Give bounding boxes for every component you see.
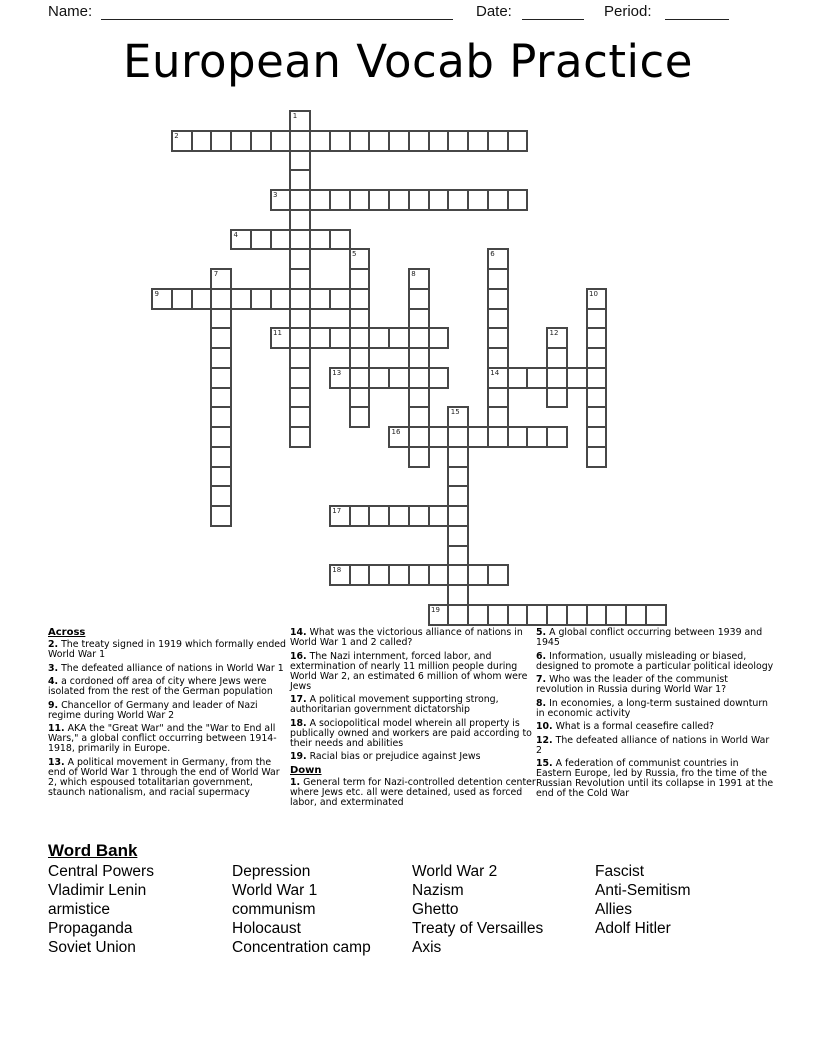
grid-cell[interactable] — [289, 189, 311, 211]
grid-cell[interactable] — [349, 564, 371, 586]
grid-cell[interactable] — [349, 505, 371, 527]
grid-cell[interactable] — [329, 327, 351, 349]
grid-cell[interactable] — [487, 327, 509, 349]
grid-cell[interactable] — [191, 130, 213, 152]
grid-cell[interactable] — [388, 426, 410, 448]
grid-cell[interactable] — [349, 130, 371, 152]
grid-cell[interactable] — [487, 248, 509, 270]
grid-cell[interactable] — [408, 327, 430, 349]
grid-cell[interactable] — [546, 347, 568, 369]
period-label: Period: — [604, 3, 652, 20]
grid-cell[interactable] — [447, 130, 469, 152]
grid-cell[interactable] — [349, 347, 371, 369]
word-bank-item: Central Powers — [48, 863, 154, 880]
grid-cell[interactable] — [329, 130, 351, 152]
grid-cell[interactable] — [408, 130, 430, 152]
grid-cell[interactable] — [428, 130, 450, 152]
cell-number: 2 — [174, 131, 179, 140]
clue-across-17: 17. A political movement supporting strong, authoritarian government dictatorship — [290, 694, 499, 715]
grid-cell[interactable] — [210, 406, 232, 428]
grid-cell[interactable] — [487, 130, 509, 152]
grid-cell[interactable] — [586, 308, 608, 330]
grid-cell[interactable] — [447, 505, 469, 527]
grid-cell[interactable] — [487, 268, 509, 290]
word-bank-item: World War 2 — [412, 863, 498, 880]
word-bank-item: Depression — [232, 863, 311, 880]
grid-cell[interactable] — [546, 426, 568, 448]
grid-cell[interactable] — [586, 288, 608, 310]
grid-cell[interactable] — [349, 406, 371, 428]
grid-cell[interactable] — [329, 189, 351, 211]
grid-cell[interactable] — [289, 130, 311, 152]
clue-down-1: 1. General term for Nazi-controlled detention center where Jews etc. all were detained, used as forced labor, and exterminated — [290, 776, 536, 808]
grid-cell[interactable] — [349, 288, 371, 310]
grid-cell[interactable] — [428, 367, 450, 389]
page-title: European Vocab Practice — [123, 35, 693, 88]
grid-cell[interactable] — [289, 406, 311, 428]
grid-cell[interactable] — [408, 189, 430, 211]
clue-number: 4. — [48, 676, 59, 687]
grid-cell[interactable] — [586, 327, 608, 349]
word-bank-item: Vladimir Lenin — [48, 882, 147, 899]
clue-number: 18. — [290, 717, 307, 729]
grid-cell[interactable] — [487, 308, 509, 330]
word-bank-column-4 — [595, 862, 691, 938]
word-bank-item: Ghetto — [412, 901, 459, 918]
grid-cell[interactable] — [309, 189, 331, 211]
grid-cell[interactable] — [368, 189, 390, 211]
grid-cell[interactable] — [368, 130, 390, 152]
grid-cell[interactable] — [388, 505, 410, 527]
cell-number: 10 — [589, 289, 598, 298]
grid-cell[interactable] — [309, 327, 331, 349]
grid-cell[interactable] — [289, 367, 311, 389]
grid-cell[interactable] — [270, 288, 292, 310]
grid-cell[interactable] — [270, 229, 292, 251]
grid-cell[interactable] — [408, 308, 430, 330]
word-bank-column-2 — [232, 862, 371, 957]
grid-cell[interactable] — [586, 387, 608, 409]
grid-cell[interactable] — [270, 327, 292, 349]
grid-cell[interactable] — [467, 130, 489, 152]
word-bank-item: Adolf Hitler — [595, 920, 671, 937]
clue-number: 8. — [536, 697, 547, 709]
clue-number: 3. — [48, 662, 59, 674]
across-heading: Across — [48, 627, 86, 638]
clue-number: 13. — [48, 756, 65, 768]
clue-down-7: 7. Who was the leader of the communist revolution in Russia during World War 1? — [536, 674, 728, 695]
grid-cell[interactable] — [467, 604, 489, 626]
grid-cell[interactable] — [289, 387, 311, 409]
grid-cell[interactable] — [408, 268, 430, 290]
clue-across-2: 2. The treaty signed in 1919 which formally ended World War 1 — [48, 639, 286, 660]
word-bank-column-1 — [48, 862, 154, 957]
grid-cell[interactable] — [487, 604, 509, 626]
clue-across-4: 4. a cordoned off area of city where Jews were isolated from the rest of the German population — [48, 676, 273, 697]
grid-cell[interactable] — [586, 367, 608, 389]
grid-cell[interactable] — [230, 229, 252, 251]
cell-number: 14 — [490, 368, 500, 377]
word-bank-item: communism — [232, 901, 316, 918]
cell-number: 9 — [154, 289, 159, 298]
grid-cell[interactable] — [210, 505, 232, 527]
clue-number: 11. — [48, 723, 65, 734]
grid-cell[interactable] — [408, 367, 430, 389]
grid-cell[interactable] — [289, 327, 311, 349]
word-bank-item: Treaty of Versailles — [412, 920, 544, 937]
grid-cell[interactable] — [428, 564, 450, 586]
grid-cell[interactable] — [546, 327, 568, 349]
date-blank[interactable] — [522, 4, 584, 20]
cell-number: 3 — [273, 191, 278, 199]
grid-cell[interactable] — [210, 387, 232, 409]
grid-cell[interactable] — [289, 248, 311, 270]
cell-number: 12 — [549, 329, 559, 338]
grid-cell[interactable] — [467, 189, 489, 211]
grid-cell[interactable] — [447, 485, 469, 507]
cell-number: 5 — [352, 250, 357, 259]
grid-cell[interactable] — [507, 604, 529, 626]
grid-cell[interactable] — [309, 288, 331, 310]
grid-cell[interactable] — [289, 169, 311, 191]
grid-cell[interactable] — [408, 406, 430, 428]
grid-cell[interactable] — [447, 466, 469, 488]
grid-cell[interactable] — [467, 564, 489, 586]
grid-cell[interactable] — [349, 308, 371, 330]
clue-across-16: 16. The Nazi internment, forced labor, and extermination of nearly 11 million people during World War 2, an estimated 6 million of whom were Jews — [290, 650, 528, 692]
grid-cell[interactable] — [487, 347, 509, 369]
grid-cell[interactable] — [289, 308, 311, 330]
grid-cell[interactable] — [447, 426, 469, 448]
grid-cell[interactable] — [309, 229, 331, 251]
grid-cell[interactable] — [447, 604, 469, 626]
date-label: Date: — [476, 3, 512, 20]
grid-cell[interactable] — [428, 426, 450, 448]
cell-number: 15 — [450, 408, 460, 417]
grid-cell[interactable] — [447, 545, 469, 567]
grid-cell[interactable] — [289, 288, 311, 310]
clue-number: 14. — [290, 627, 307, 638]
grid-cell[interactable] — [349, 248, 371, 270]
grid-cell[interactable] — [526, 426, 548, 448]
word-bank-item: Soviet Union — [48, 939, 136, 956]
grid-cell[interactable] — [586, 604, 608, 626]
name-label: Name: — [48, 3, 93, 20]
grid-cell[interactable] — [210, 130, 232, 152]
word-bank-heading: Word Bank — [48, 841, 138, 860]
grid-cell[interactable] — [210, 466, 232, 488]
grid-cell[interactable] — [447, 446, 469, 468]
clue-down-12: 12. The defeated alliance of nations in World War 2 — [536, 734, 770, 756]
grid-cell[interactable] — [408, 446, 430, 468]
grid-cell[interactable] — [408, 288, 430, 310]
clue-across-3: 3. The defeated alliance of nations in World War 1 — [48, 662, 284, 674]
grid-cell[interactable] — [467, 426, 489, 448]
grid-cell[interactable] — [487, 189, 509, 211]
word-bank-item: armistice — [48, 901, 111, 918]
grid-cell[interactable] — [546, 604, 568, 626]
grid-cell[interactable] — [408, 564, 430, 586]
cell-number: 19 — [431, 605, 440, 614]
cell-number: 1 — [292, 112, 298, 120]
cell-number: 4 — [233, 230, 238, 239]
clue-down-10: 10. What is a formal ceasefire called? — [536, 721, 715, 732]
grid-cell[interactable] — [546, 367, 568, 389]
grid-cell[interactable] — [368, 564, 390, 586]
word-bank-item: Concentration camp — [232, 939, 371, 956]
cell-number: 6 — [490, 250, 495, 259]
grid-cell[interactable] — [289, 268, 311, 290]
clue-number: 17. — [290, 694, 307, 705]
word-bank-item: Anti-Semitism — [595, 882, 691, 899]
grid-cell[interactable] — [487, 406, 509, 428]
word-bank-item: Propaganda — [48, 920, 133, 937]
grid-cell[interactable] — [210, 308, 232, 330]
grid-cell[interactable] — [428, 189, 450, 211]
clue-number: 15. — [536, 758, 553, 769]
grid-cell[interactable] — [289, 229, 311, 251]
clue-down-15: 15. A federation of communist countries in Eastern Europe, led by Russia, fro the time of the Russian Revolution until its collapse in 1991 at the end of the Cold War — [536, 758, 774, 799]
clues-column-3 — [536, 628, 776, 803]
clue-down-6: 6. Information, usually misleading or biased, designed to promote a particular political ideology — [536, 650, 774, 672]
grid-cell[interactable] — [507, 130, 529, 152]
grid-cell[interactable] — [289, 347, 311, 369]
grid-cell[interactable] — [329, 564, 351, 586]
grid-cell[interactable] — [210, 288, 232, 310]
grid-cell[interactable] — [329, 229, 351, 251]
clue-number: 19. — [290, 751, 307, 762]
grid-cell[interactable] — [586, 406, 608, 428]
grid-cell[interactable] — [625, 604, 647, 626]
clue-number: 7. — [536, 674, 547, 685]
grid-cell[interactable] — [289, 110, 311, 132]
grid-cell[interactable] — [368, 367, 390, 389]
grid-cell[interactable] — [210, 426, 232, 448]
grid-cell[interactable] — [349, 387, 371, 409]
grid-cell[interactable] — [546, 387, 568, 409]
grid-cell[interactable] — [388, 564, 410, 586]
clue-across-9: 9. Chancellor of Germany and leader of Nazi regime during World War 2 — [48, 699, 258, 721]
grid-cell[interactable] — [447, 406, 469, 428]
grid-cell[interactable] — [428, 505, 450, 527]
grid-cell[interactable] — [250, 229, 272, 251]
grid-cell[interactable] — [408, 505, 430, 527]
grid-cell[interactable] — [645, 604, 667, 626]
grid-cell[interactable] — [309, 130, 331, 152]
grid-cell[interactable] — [329, 505, 351, 527]
grid-cell[interactable] — [191, 288, 213, 310]
grid-cell[interactable] — [566, 367, 588, 389]
grid-cell[interactable] — [210, 327, 232, 349]
grid-cell[interactable] — [586, 347, 608, 369]
grid-cell[interactable] — [210, 367, 232, 389]
cell-number: 16 — [391, 428, 401, 436]
cell-number: 7 — [213, 270, 219, 278]
down-heading: Down — [290, 764, 322, 776]
word-bank-item: Axis — [412, 939, 442, 956]
grid-cell[interactable] — [230, 288, 252, 310]
grid-cell[interactable] — [289, 426, 311, 448]
grid-cell[interactable] — [270, 189, 292, 211]
period-blank[interactable] — [665, 4, 729, 20]
grid-cell[interactable] — [447, 189, 469, 211]
grid-cell[interactable] — [586, 446, 608, 468]
grid-cell[interactable] — [230, 130, 252, 152]
grid-cell[interactable] — [329, 288, 351, 310]
grid-cell[interactable] — [349, 367, 371, 389]
grid-cell[interactable] — [408, 426, 430, 448]
grid-cell[interactable] — [408, 387, 430, 409]
grid-cell[interactable] — [368, 327, 390, 349]
grid-cell[interactable] — [428, 604, 450, 626]
grid-cell[interactable] — [526, 604, 548, 626]
clues-column-1 — [48, 628, 288, 801]
word-bank-item: Fascist — [595, 863, 645, 880]
clue-across-18: 18. A sociopolitical model wherein all property is publically owned and workers are paid according to their needs and abilities — [290, 717, 532, 749]
grid-cell[interactable] — [270, 130, 292, 152]
clue-number: 1. — [290, 776, 301, 788]
clue-number: 6. — [536, 650, 547, 662]
grid-cell[interactable] — [210, 347, 232, 369]
grid-cell[interactable] — [388, 189, 410, 211]
clue-number: 16. — [290, 650, 307, 662]
grid-cell[interactable] — [526, 367, 548, 389]
clue-number: 5. — [536, 627, 547, 638]
grid-cell[interactable] — [566, 604, 588, 626]
grid-cell[interactable] — [408, 347, 430, 369]
clue-across-14: 14. What was the victorious alliance of nations in World War 1 and 2 called? — [290, 627, 523, 648]
cell-number: 13 — [332, 368, 342, 377]
grid-cell[interactable] — [171, 130, 193, 152]
grid-cell[interactable] — [151, 288, 173, 310]
grid-cell[interactable] — [487, 426, 509, 448]
clue-number: 12. — [536, 734, 553, 746]
clue-number: 10. — [536, 721, 553, 732]
grid-cell[interactable] — [507, 367, 529, 389]
word-bank-item: Nazism — [412, 882, 464, 899]
grid-cell[interactable] — [428, 327, 450, 349]
cell-number: 18 — [332, 566, 342, 575]
grid-cell[interactable] — [507, 426, 529, 448]
grid-cell[interactable] — [447, 564, 469, 586]
grid-cell[interactable] — [487, 288, 509, 310]
grid-cell[interactable] — [349, 268, 371, 290]
clues-column-2 — [290, 628, 536, 811]
clue-down-5: 5. A global conflict occurring between 1939 and 1945 — [536, 627, 763, 648]
cell-number: 11 — [273, 329, 282, 338]
grid-cell[interactable] — [250, 288, 272, 310]
grid-cell[interactable] — [289, 209, 311, 231]
grid-cell[interactable] — [447, 584, 469, 606]
grid-cell[interactable] — [289, 150, 311, 172]
cell-number: 8 — [411, 270, 416, 278]
word-bank-item: World War 1 — [232, 882, 318, 899]
clue-across-19: 19. Racial bias or prejudice against Jews — [290, 751, 481, 762]
grid-cell[interactable] — [171, 288, 193, 310]
clue-across-13: 13. A political movement in Germany, from the end of World War 1 through the end of World War 2, which espoused totalitarian government, staunch nationalism, and racial supermacy — [48, 756, 280, 798]
grid-cell[interactable] — [487, 387, 509, 409]
clue-number: 2. — [48, 639, 59, 650]
grid-cell[interactable] — [250, 130, 272, 152]
grid-cell[interactable] — [329, 367, 351, 389]
grid-cell[interactable] — [447, 525, 469, 547]
grid-cell[interactable] — [487, 367, 509, 389]
grid-cell[interactable] — [349, 189, 371, 211]
grid-cell[interactable] — [507, 189, 529, 211]
grid-cell[interactable] — [586, 426, 608, 448]
name-blank[interactable] — [101, 4, 453, 20]
grid-cell[interactable] — [210, 446, 232, 468]
grid-cell[interactable] — [388, 367, 410, 389]
grid-cell[interactable] — [388, 130, 410, 152]
word-bank-item: Allies — [595, 901, 633, 918]
grid-cell[interactable] — [210, 485, 232, 507]
grid-cell[interactable] — [368, 505, 390, 527]
grid-cell[interactable] — [388, 327, 410, 349]
word-bank-column-3 — [412, 862, 543, 957]
clue-number: 9. — [48, 699, 59, 711]
cell-number: 17 — [332, 507, 342, 515]
grid-cell[interactable] — [210, 268, 232, 290]
grid-cell[interactable] — [605, 604, 627, 626]
clue-down-8: 8. In economies, a long-term sustained downturn in economic activity — [536, 697, 768, 719]
grid-cell[interactable] — [487, 564, 509, 586]
word-bank-item: Holocaust — [232, 920, 301, 937]
clue-across-11: 11. AKA the "Great War" and the "War to End all Wars," a global conflict occurring between 1914-1918, primarily in Europe. — [48, 723, 277, 754]
grid-cell[interactable] — [349, 327, 371, 349]
